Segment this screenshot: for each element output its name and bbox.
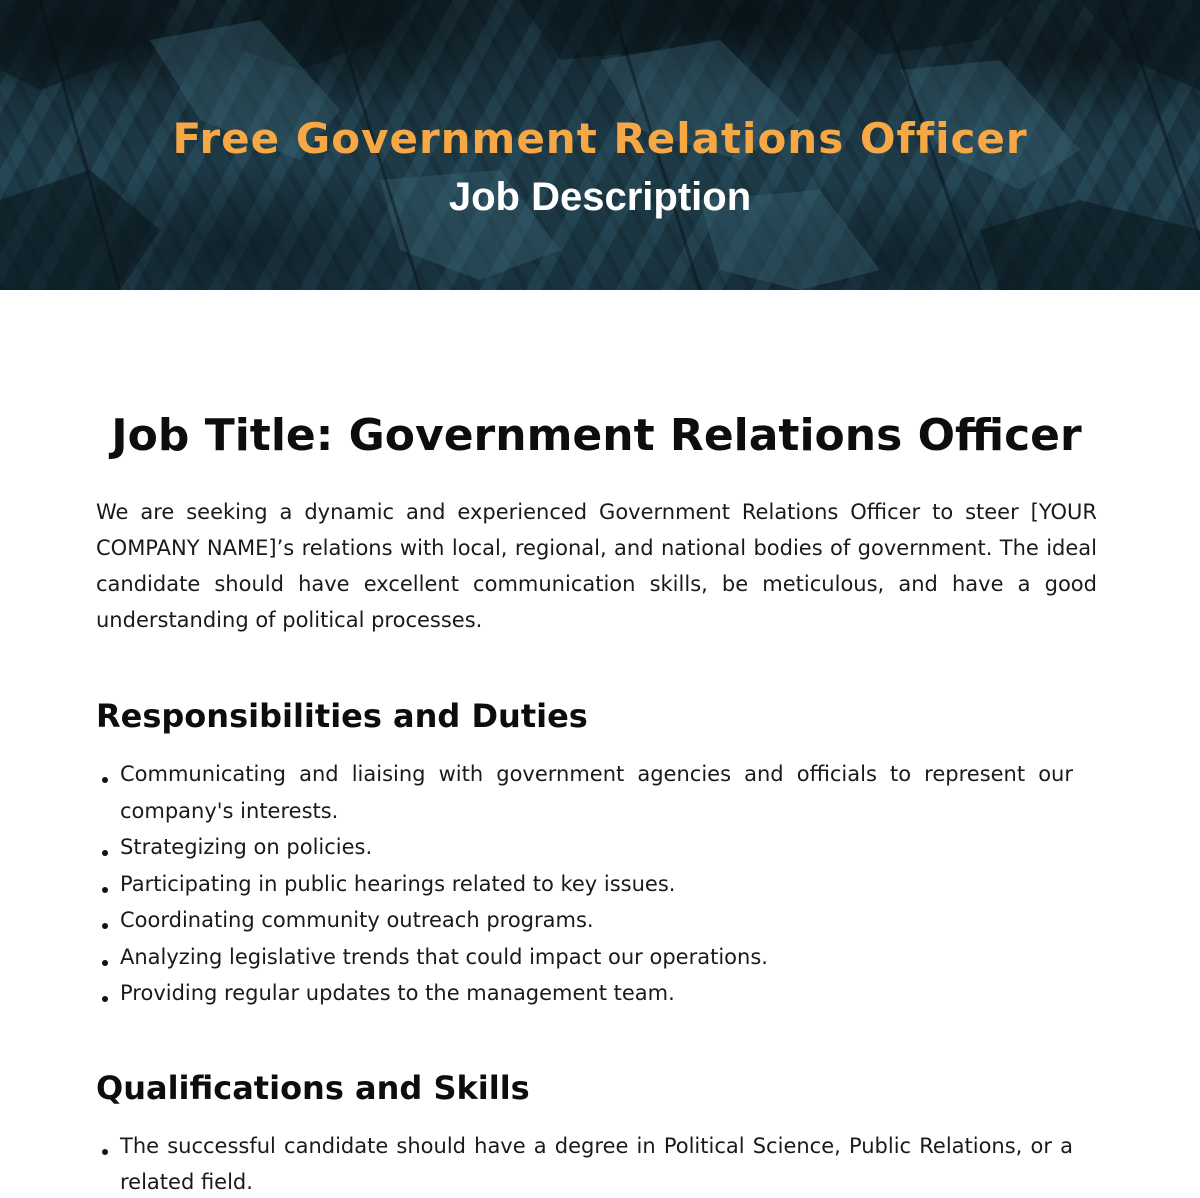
list-item — [120, 939, 1073, 976]
banner-title: Free Government Relations Officer — [172, 114, 1028, 163]
list-item-text: Providing regular updates to the management team. — [120, 981, 675, 1005]
qualifications-heading: Qualifications and Skills — [96, 1068, 530, 1107]
list-item — [120, 866, 1073, 903]
list-item — [120, 829, 1073, 866]
responsibilities-heading: Responsibilities and Duties — [96, 697, 588, 735]
list-item — [120, 902, 1073, 939]
bullet-icon — [102, 1149, 108, 1155]
list-item-text: Analyzing legislative trends that could impact our operations. — [120, 944, 768, 969]
list-item — [120, 975, 1073, 1012]
list-item-text: Participating in public hearings related to key issues. — [120, 871, 676, 896]
header-banner — [0, 0, 1200, 290]
list-item-text: Coordinating community outreach programs. — [120, 908, 594, 932]
qualifications-list — [96, 1128, 1073, 1198]
bullet-icon — [102, 850, 108, 856]
list-item-text: Communicating and liaising with government agencies and officials to represent our company's interests. — [120, 762, 1073, 823]
banner-subtitle: Job Description — [448, 175, 752, 219]
responsibilities-list — [96, 756, 1073, 1012]
bullet-icon — [102, 960, 108, 966]
bullet-icon — [102, 777, 108, 783]
list-item — [120, 1128, 1073, 1198]
job-title-heading: Job Title: Government Relations Officer — [111, 410, 1082, 461]
intro-paragraph: We are seeking a dynamic and experienced Government Relations Officer to steer [YOUR COMPANY NAME]’s relations with local, regional, and national bodies of government. The ideal candidate should have excellent communication skills, be meticulous, and have a good understanding of political processes. — [96, 500, 1097, 632]
bullet-icon — [102, 887, 108, 893]
list-item — [120, 756, 1073, 829]
bullet-icon — [102, 923, 108, 929]
document-body — [96, 408, 1097, 1198]
bullet-icon — [102, 996, 108, 1002]
list-item-text: Strategizing on policies. — [120, 835, 373, 859]
list-item-text: The successful candidate should have a degree in Political Science, Public Relations, or a related field. — [120, 1133, 1073, 1194]
